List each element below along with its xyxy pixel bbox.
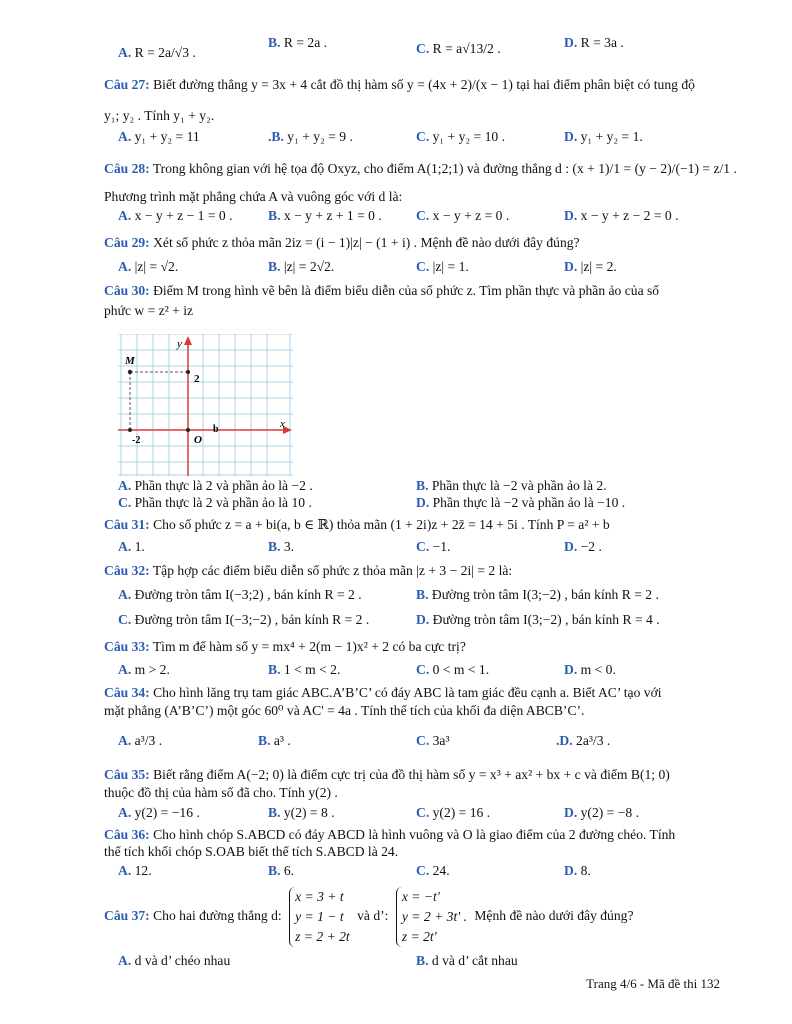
q27-option-c[interactable] xyxy=(416,128,505,146)
option-label: A. xyxy=(118,208,132,223)
question-number: Câu 33: xyxy=(104,639,150,654)
label-o: O xyxy=(194,434,202,446)
option-label: C. xyxy=(416,41,430,56)
option-label: D. xyxy=(564,129,578,144)
question-number: Câu 36: xyxy=(104,827,150,842)
q30-option-d[interactable] xyxy=(416,494,625,512)
option-text: y(2) = −16 . xyxy=(134,805,200,820)
option-text: 2a³/3 . xyxy=(576,733,611,748)
option-label: A. xyxy=(118,45,132,60)
option-text: 0 < m < 1. xyxy=(432,662,490,677)
question-27-stem xyxy=(104,76,724,94)
question-number: Câu 32: xyxy=(104,563,150,578)
option-label: A. xyxy=(118,478,132,493)
equation: z = 2 + 2t xyxy=(295,928,350,944)
label-y: y xyxy=(177,338,182,350)
question-text: Mệnh đề nào dưới đây đúng? xyxy=(474,908,634,923)
option-text: Phần thực là −2 và phần ảo là 2. xyxy=(431,478,607,493)
question-30-stem-cont xyxy=(104,302,724,320)
option-label: C. xyxy=(416,733,430,748)
prev-option-a[interactable] xyxy=(118,44,196,62)
q34-option-c[interactable] xyxy=(416,732,450,750)
q35-option-c[interactable] xyxy=(416,804,490,822)
question-text: Cho hình chóp S.ABCD có đáy ABCD là hình vuông và O là giao điểm của 2 đường chéo. Tính xyxy=(153,827,676,842)
option-label: A. xyxy=(118,539,132,554)
question-number: Câu 31: xyxy=(104,517,150,532)
question-text: Điểm M trong hình vẽ bên là điểm biểu diễn của số phức z. Tìm phần thực và phần ảo của số xyxy=(153,283,660,298)
option-text: m > 2. xyxy=(134,662,170,677)
option-text: 6. xyxy=(283,863,295,878)
q34-option-d[interactable] xyxy=(556,732,610,750)
option-text: Đường tròn tâm I(−3;−2) , bán kính R = 2 . xyxy=(134,612,370,627)
q28-option-b[interactable] xyxy=(268,207,382,225)
option-label: A. xyxy=(118,259,132,274)
prev-option-d[interactable] xyxy=(564,34,624,52)
option-label: D. xyxy=(416,612,430,627)
q33-option-a[interactable] xyxy=(118,661,170,679)
complex-plane-figure xyxy=(118,334,293,476)
y-axis-arrow xyxy=(184,336,192,345)
question-29-stem xyxy=(104,234,724,252)
line-d-system xyxy=(289,887,350,947)
option-label: B. xyxy=(268,662,281,677)
option-label: A. xyxy=(118,662,132,677)
option-label: B. xyxy=(268,863,281,878)
option-text: d và d’ chéo nhau xyxy=(134,953,231,968)
question-text: mặt phẳng (A’B’C’) một góc 60⁰ và AC' = 4a . Tính thể tích của khối đa diện ABCB’C’. xyxy=(104,703,585,718)
question-text: Cho hình lăng trụ tam giác ABC.A’B’C’ có đáy ABC là tam giác đều cạnh a. Biết AC’ tạo với xyxy=(153,685,662,700)
option-text: R = 3a . xyxy=(580,35,624,50)
prev-option-b[interactable] xyxy=(268,34,327,52)
question-35-stem xyxy=(104,766,724,784)
grid-lines xyxy=(118,334,293,476)
question-text: Tìm m để hàm số y = mx⁴ + 2(m − 1)x² + 2 có ba cực trị? xyxy=(152,639,466,654)
label-2: 2 xyxy=(194,373,200,385)
option-label: D. xyxy=(564,259,578,274)
q31-option-b[interactable] xyxy=(268,538,294,556)
q29-option-d[interactable] xyxy=(564,258,617,276)
option-label: B. xyxy=(416,478,429,493)
option-text: 24. xyxy=(432,863,450,878)
option-label: B. xyxy=(258,733,271,748)
option-text: |z| = 2. xyxy=(580,259,617,274)
option-text: 3. xyxy=(283,539,295,554)
q30-option-c[interactable] xyxy=(118,494,312,512)
option-text: d và d’ cắt nhau xyxy=(431,953,518,968)
connector-text: và d’: xyxy=(357,908,389,923)
q27-option-a[interactable] xyxy=(118,128,200,146)
option-text: Đường tròn tâm I(−3;2) , bán kính R = 2 . xyxy=(134,587,362,602)
question-27-stem-cont xyxy=(104,107,724,125)
option-text: y₁ + y₂ = 9 . xyxy=(287,129,353,144)
q27-option-b[interactable] xyxy=(268,128,353,146)
option-text: Phần thực là 2 và phần ảo là 10 . xyxy=(134,495,312,510)
equation: x = 3 + t xyxy=(295,888,344,904)
prev-option-c[interactable] xyxy=(416,40,501,58)
option-text: x − y + z + 1 = 0 . xyxy=(283,208,382,223)
option-text: 12. xyxy=(134,863,152,878)
label-b: b xyxy=(213,424,219,435)
label-neg2: -2 xyxy=(132,435,141,446)
option-label: B. xyxy=(416,953,429,968)
option-text: R = 2a . xyxy=(283,35,328,50)
option-text: x − y + z − 2 = 0 . xyxy=(580,208,679,223)
line-d-prime-system xyxy=(396,887,467,947)
option-label: .D. xyxy=(556,733,573,748)
option-label: B. xyxy=(268,539,281,554)
q37-option-a[interactable] xyxy=(118,952,230,970)
question-text: Cho số phức z = a + bi(a, b ∈ ℝ) thỏa mãn (1 + 2i)z + 2z̄ = 14 + 5i . Tính P = a² + b xyxy=(153,517,610,532)
option-text: −1. xyxy=(432,539,451,554)
option-label: A. xyxy=(118,863,132,878)
question-text: Biết đường thẳng y = 3x + 4 cắt đồ thị hàm số y = (4x + 2)/(x − 1) tại hai điểm phân biệt có tung độ xyxy=(153,77,695,92)
option-label: D. xyxy=(564,863,578,878)
q33-option-c[interactable] xyxy=(416,661,489,679)
q34-option-a[interactable] xyxy=(118,732,162,750)
option-label: C. xyxy=(416,863,430,878)
option-label: A. xyxy=(118,805,132,820)
option-label: C. xyxy=(416,129,430,144)
option-label: D. xyxy=(564,208,578,223)
question-37-stem xyxy=(104,884,724,948)
option-label: A. xyxy=(118,587,132,602)
q31-option-a[interactable] xyxy=(118,538,145,556)
page-footer: Trang 4/6 - Mã đề thi 132 xyxy=(586,976,720,991)
question-text: Xét số phức z thỏa mãn 2iz = (i − 1)|z| − (1 + i) . Mệnh đề nào dưới đây đúng? xyxy=(153,235,580,250)
option-text: y₁ + y₂ = 1. xyxy=(580,129,643,144)
question-number: Câu 37: xyxy=(104,908,150,923)
question-text: Phương trình mặt phẳng chứa A và vuông góc với d là: xyxy=(104,189,403,204)
option-label: C. xyxy=(416,208,430,223)
option-text: 8. xyxy=(580,863,591,878)
question-30-stem xyxy=(104,282,724,300)
q29-option-c[interactable] xyxy=(416,258,469,276)
option-text: a³/3 . xyxy=(134,733,163,748)
question-number: Câu 29: xyxy=(104,235,150,250)
q32-option-a[interactable] xyxy=(118,586,362,604)
question-31-stem xyxy=(104,516,724,534)
option-text: |z| = 1. xyxy=(432,259,469,274)
q28-option-c[interactable] xyxy=(416,207,509,225)
question-36-stem-cont xyxy=(104,843,724,861)
option-text: 1 < m < 2. xyxy=(283,662,341,677)
option-label: C. xyxy=(416,805,430,820)
option-label: D. xyxy=(564,539,578,554)
option-text: y(2) = −8 . xyxy=(580,805,639,820)
option-text: Phần thực là 2 và phần ảo là −2 . xyxy=(134,478,313,493)
tick-2 xyxy=(186,370,190,374)
option-label: B. xyxy=(268,35,281,50)
q32-option-d[interactable] xyxy=(416,611,660,629)
option-label: B. xyxy=(416,587,429,602)
option-text: a³ . xyxy=(273,733,291,748)
option-text: −2 . xyxy=(580,539,602,554)
point-m xyxy=(128,370,132,374)
q35-option-a[interactable] xyxy=(118,804,200,822)
question-32-stem xyxy=(104,562,724,580)
equation: y = 2 + 3t' . xyxy=(401,908,467,924)
question-text: phức w = z² + iz xyxy=(104,303,194,318)
question-number: Câu 27: xyxy=(104,77,150,92)
q29-option-a[interactable] xyxy=(118,258,178,276)
q29-option-b[interactable] xyxy=(268,258,334,276)
q30-option-b[interactable] xyxy=(416,477,607,495)
q28-option-a[interactable] xyxy=(118,207,233,225)
option-label: B. xyxy=(268,805,281,820)
option-label: C. xyxy=(416,259,430,274)
q36-option-a[interactable] xyxy=(118,862,152,880)
label-x: x xyxy=(280,418,285,430)
option-text: 3a³ xyxy=(432,733,450,748)
q31-option-d[interactable] xyxy=(564,538,602,556)
option-text: m < 0. xyxy=(580,662,616,677)
option-text: Đường tròn tâm I(3;−2) , bán kính R = 4 . xyxy=(432,612,660,627)
option-text: y₁ + y₂ = 11 xyxy=(134,129,200,144)
q32-option-b[interactable] xyxy=(416,586,659,604)
question-number: Câu 35: xyxy=(104,767,150,782)
equation: z = 2t' xyxy=(401,928,437,944)
option-label: D. xyxy=(416,495,430,510)
option-text: y(2) = 16 . xyxy=(432,805,491,820)
question-text: thuộc đồ thị của hàm số đã cho. Tính y(2) . xyxy=(104,785,338,800)
question-number: Câu 28: xyxy=(104,161,150,176)
q36-option-b[interactable] xyxy=(268,862,294,880)
q30-option-a[interactable] xyxy=(118,477,313,495)
option-text: |z| = √2. xyxy=(134,259,179,274)
option-label: D. xyxy=(564,805,578,820)
option-text: x − y + z = 0 . xyxy=(432,208,510,223)
option-text: y₁ + y₂ = 10 . xyxy=(432,129,506,144)
option-label: D. xyxy=(564,35,578,50)
question-text: Cho hai đường thẳng d: xyxy=(153,908,282,923)
option-text: 1. xyxy=(134,539,145,554)
q35-option-b[interactable] xyxy=(268,804,335,822)
option-label: C. xyxy=(118,612,132,627)
question-28-stem xyxy=(104,160,737,178)
question-33-stem xyxy=(104,638,724,656)
question-number: Câu 30: xyxy=(104,283,150,298)
origin-point xyxy=(186,428,190,432)
option-label: C. xyxy=(118,495,132,510)
option-label: C. xyxy=(416,662,430,677)
option-text: |z| = 2√2. xyxy=(283,259,335,274)
option-text: y(2) = 8 . xyxy=(283,805,335,820)
q33-option-d[interactable] xyxy=(564,661,616,679)
label-m: M xyxy=(125,355,135,367)
option-label: D. xyxy=(564,662,578,677)
question-number: Câu 34: xyxy=(104,685,150,700)
option-label: A. xyxy=(118,129,132,144)
q31-option-c[interactable] xyxy=(416,538,451,556)
q32-option-c[interactable] xyxy=(118,611,369,629)
option-text: Phần thực là −2 và phần ảo là −10 . xyxy=(432,495,626,510)
q36-option-d[interactable] xyxy=(564,862,591,880)
equation: y = 1 − t xyxy=(295,908,344,924)
option-label: B. xyxy=(268,208,281,223)
question-text: Biết rằng điểm A(−2; 0) là điểm cực trị của đồ thị hàm số y = x³ + ax² + bx + c và điểm B(1; 0) xyxy=(153,767,670,782)
question-text: thể tích khối chóp S.OAB biết thể tích S.ABCD là 24. xyxy=(104,844,399,859)
q33-option-b[interactable] xyxy=(268,661,340,679)
option-label: .B. xyxy=(268,129,284,144)
q36-option-c[interactable] xyxy=(416,862,450,880)
option-label: A. xyxy=(118,953,132,968)
q28-option-d[interactable] xyxy=(564,207,679,225)
q37-option-b[interactable] xyxy=(416,952,518,970)
q27-option-d[interactable] xyxy=(564,128,643,146)
question-34-stem xyxy=(104,684,724,702)
option-text: x − y + z − 1 = 0 . xyxy=(134,208,233,223)
option-label: B. xyxy=(268,259,281,274)
option-label: C. xyxy=(416,539,430,554)
option-text: R = a√13/2 . xyxy=(432,41,501,56)
q35-option-d[interactable] xyxy=(564,804,639,822)
equation: x = −t' xyxy=(401,888,440,904)
option-label: A. xyxy=(118,733,132,748)
question-28-stem-cont xyxy=(104,188,724,206)
option-text: Đường tròn tâm I(3;−2) , bán kính R = 2 . xyxy=(431,587,659,602)
question-34-stem-cont xyxy=(104,702,724,720)
question-35-stem-cont xyxy=(104,784,724,802)
question-36-stem xyxy=(104,826,724,844)
q34-option-b[interactable] xyxy=(258,732,291,750)
question-text: Trong không gian với hệ tọa độ Oxyz, cho điểm A(1;2;1) và đường thẳng d : (x + 1)/1 = (y − 2)/(−1) = z/1 . xyxy=(152,161,737,176)
question-text: Tập hợp các điểm biểu diễn số phức z thỏa mãn |z + 3 − 2i| = 2 là: xyxy=(152,563,513,578)
question-text: y₁; y₂ . Tính y₁ + y₂. xyxy=(104,108,215,123)
tick-neg2 xyxy=(128,428,132,432)
option-text: R = 2a/√3 . xyxy=(134,45,196,60)
